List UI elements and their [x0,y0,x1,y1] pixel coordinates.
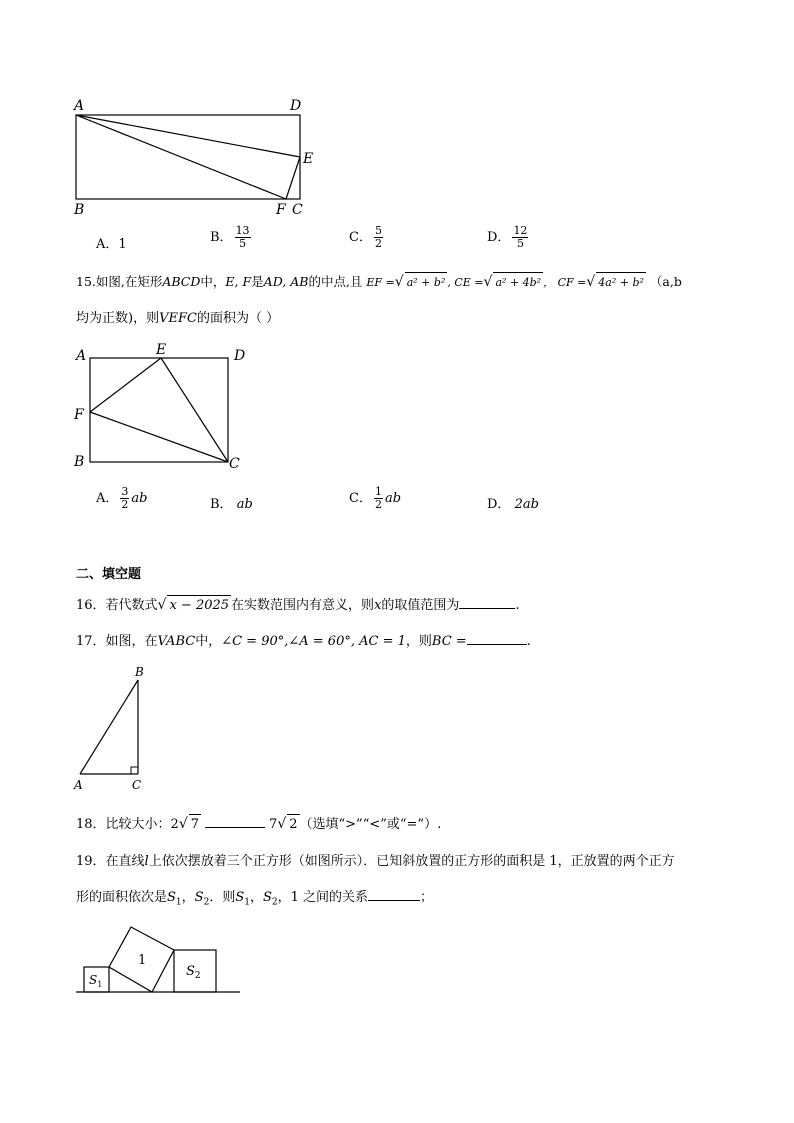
q14-option-c[interactable] [349,225,385,250]
label-b: B [135,665,144,679]
q19-line2: 形的面积依次是$S_1$，$S_2$．则$S_1$，$S_2$，1 之间的关系 ； [76,890,434,908]
answer-blank[interactable] [205,827,265,828]
q14-option-b[interactable] [210,225,253,250]
figure-q19 [74,920,244,1000]
option-letter: B． [210,230,233,245]
label-e: E [303,151,314,167]
option-letter: A． [96,237,119,252]
option-letter: D． [487,230,511,245]
q18: 18．比较大小：2√ 7 7√ 2 （选填“>”“<”或“=”）. [76,814,441,835]
figure-q15 [70,340,255,475]
label-s2: $S_2$ [186,964,201,981]
label-d: D [290,98,302,114]
q15-option-b[interactable]: B． ab [210,497,253,512]
q17: 17．如图，在VABC中，∠C = 90°,∠A = 60°, AC = 1，则BC = . [76,634,531,649]
fraction: $\frac{13}{5}$ [235,224,250,250]
figure-q14 [70,95,320,220]
label-s1: $S_1$ [89,973,103,989]
label-a: A [76,348,87,364]
q15-line2: 均为正数)，则VEFC的面积为（ ） [76,311,280,326]
figure-q17 [70,662,160,797]
q16: 16．若代数式√ x − 2025 在实数范围内有意义，则x的取值范围为 . [76,595,520,616]
label-f: F [276,202,286,218]
answer-blank[interactable] [459,608,515,609]
label-e: E [156,342,167,358]
q15-option-a[interactable]: A． $\frac{3}{2}$ ab [96,485,148,511]
option-letter: C． [349,230,372,245]
label-f: F [74,407,84,423]
fraction: $\frac{5}{2}$ [374,224,382,250]
q15-option-d[interactable]: D． 2ab [487,497,539,512]
option-value: 1 [118,237,127,252]
q14-option-a[interactable] [96,233,127,252]
label-b: B [74,454,85,470]
label-c: C [292,202,303,218]
q15-line1: 15.如图,在矩形ABCD中，E, F是AD, AB的中点,且 EF =√ a² + b² , CE =√ a² + 4b² ， CF =√ 4a² + b² （a,b [76,272,682,293]
label-1: 1 [138,953,147,968]
section-title: 二、填空题 [76,567,142,582]
q15-option-c[interactable]: C． $\frac{1}{2}$ ab [349,485,402,511]
label-a: A [74,98,85,114]
q19-line1: 19．在直线l上依次摆放着三个正方形（如图所示）．已知斜放置的正方形的面积是 1，正放置的两个正方 [76,854,675,869]
answer-blank[interactable] [467,644,527,645]
label-b: B [74,202,85,218]
label-a: A [74,778,83,792]
label-c: C [229,456,240,472]
fraction: $\frac{12}{5}$ [513,224,528,250]
answer-blank[interactable] [368,900,420,901]
label-d: D [234,348,246,364]
q14-option-d[interactable] [487,225,530,250]
label-c: C [132,778,142,792]
